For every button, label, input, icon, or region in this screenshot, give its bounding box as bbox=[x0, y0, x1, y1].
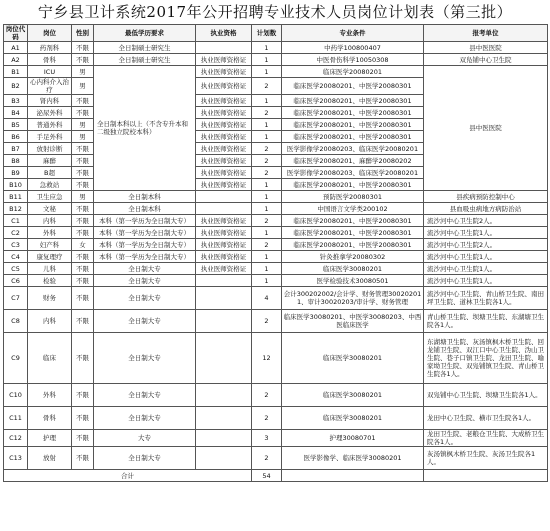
cell-count: 2 bbox=[252, 215, 282, 227]
cell-major: 临床医学20080201、中医学20080301 bbox=[282, 78, 424, 95]
cell-education: 全日制本科 bbox=[94, 191, 196, 203]
cell-major: 临床医学20080201、中医学20080301 bbox=[282, 131, 424, 143]
cell-post-code: B12 bbox=[4, 203, 28, 215]
cell-sex: 不限 bbox=[72, 54, 94, 66]
cell-education: 全日制大专 bbox=[94, 275, 196, 287]
table-row bbox=[4, 263, 548, 275]
table-row bbox=[4, 239, 548, 251]
cell-post: 外科 bbox=[28, 384, 72, 407]
cell-count: 3 bbox=[252, 430, 282, 447]
cell-post: 麻醉 bbox=[28, 155, 72, 167]
cell-post: 内科 bbox=[28, 310, 72, 333]
cell-unit: 灰汤镇枫木桥卫生院、灰汤卫生院各1人。 bbox=[424, 447, 548, 470]
cell-unit: 双凫铺中心卫生院 bbox=[424, 54, 548, 66]
cell-sex: 男 bbox=[72, 66, 94, 78]
cell-sex: 不限 bbox=[72, 215, 94, 227]
cell-unit: 县中医医院 bbox=[424, 42, 548, 54]
cell-education: 本科（第一学历为全日制大专） bbox=[94, 227, 196, 239]
cell-post-code: C10 bbox=[4, 384, 28, 407]
cell-sex: 不限 bbox=[72, 155, 94, 167]
cell-sex: 不限 bbox=[72, 107, 94, 119]
cell-post: 手足外科 bbox=[28, 131, 72, 143]
cell-post-code: C5 bbox=[4, 263, 28, 275]
cell-qualification bbox=[196, 384, 252, 407]
cell-qualification: 执业医师资格证 bbox=[196, 107, 252, 119]
cell-sex: 不限 bbox=[72, 203, 94, 215]
cell-qualification: 执业医师资格证 bbox=[196, 251, 252, 263]
cell-count: 2 bbox=[252, 155, 282, 167]
cell-qualification: 执业医师资格证 bbox=[196, 227, 252, 239]
cell-major: 护理30080701 bbox=[282, 430, 424, 447]
cell-education: 全日制大专 bbox=[94, 384, 196, 407]
cell-post: 内科 bbox=[28, 215, 72, 227]
cell-count: 1 bbox=[252, 263, 282, 275]
recruitment-table bbox=[3, 24, 548, 482]
cell-post: 儿科 bbox=[28, 263, 72, 275]
cell-sex: 不限 bbox=[72, 275, 94, 287]
cell-post: 临床 bbox=[28, 333, 72, 384]
cell-post-code: C12 bbox=[4, 430, 28, 447]
table-row bbox=[4, 203, 548, 215]
total-label: 合计 bbox=[4, 470, 252, 482]
cell-major: 临床医学30080201、中医学30080203、中西医临床医学 bbox=[282, 310, 424, 333]
cell-unit: 流沙河中心卫生院1人。 bbox=[424, 227, 548, 239]
cell-sex: 不限 bbox=[72, 95, 94, 107]
cell-education: 全日制大专 bbox=[94, 287, 196, 310]
cell-qualification: 执业医师资格证 bbox=[196, 78, 252, 95]
cell-major: 针灸推拿学20080302 bbox=[282, 251, 424, 263]
cell-post: 肾内科 bbox=[28, 95, 72, 107]
cell-post: 普通外科 bbox=[28, 119, 72, 131]
table-row bbox=[4, 287, 548, 310]
cell-education: 全日制大专 bbox=[94, 407, 196, 430]
header-cell: 岗位 bbox=[28, 25, 72, 42]
cell-major: 医学影像学20080203、临床医学20080201 bbox=[282, 143, 424, 155]
cell-post-code: C11 bbox=[4, 407, 28, 430]
cell-post-code: C6 bbox=[4, 275, 28, 287]
cell-qualification: 执业医师资格证 bbox=[196, 215, 252, 227]
cell-major: 临床医学20080201、中医学20080301 bbox=[282, 179, 424, 191]
cell-post: 妇产科 bbox=[28, 239, 72, 251]
table-row bbox=[4, 215, 548, 227]
cell-major: 临床医学20080201、中医学20080301 bbox=[282, 107, 424, 119]
cell-post-code: C1 bbox=[4, 215, 28, 227]
cell-count: 1 bbox=[252, 54, 282, 66]
cell-sex: 不限 bbox=[72, 167, 94, 179]
cell-qualification bbox=[196, 310, 252, 333]
cell-education: 本科（第一学历为全日制大专） bbox=[94, 251, 196, 263]
cell-sex: 不限 bbox=[72, 287, 94, 310]
cell-post-code: C3 bbox=[4, 239, 28, 251]
cell-education: 大专 bbox=[94, 430, 196, 447]
cell-unit: 流沙河中心卫生院1人。 bbox=[424, 251, 548, 263]
cell-education: 全日制本科以上（不含专升本和二级独立院校本科） bbox=[94, 66, 196, 191]
cell-unit: 青山桥卫生院、坝塘卫生院、东湖塘卫生院各1人。 bbox=[424, 310, 548, 333]
cell-count: 2 bbox=[252, 143, 282, 155]
cell-qualification bbox=[196, 42, 252, 54]
cell-sex: 不限 bbox=[72, 179, 94, 191]
cell-post-code: C7 bbox=[4, 287, 28, 310]
cell-count: 1 bbox=[252, 191, 282, 203]
cell-unit: 流沙河中心卫生院、青山桥卫生院、南田坪卫生院、道林卫生院各1人。 bbox=[424, 287, 548, 310]
table-row bbox=[4, 42, 548, 54]
cell-qualification bbox=[196, 287, 252, 310]
cell-post: 文秘 bbox=[28, 203, 72, 215]
header-cell: 最低学历要求 bbox=[94, 25, 196, 42]
cell-post-code: C13 bbox=[4, 447, 28, 470]
table-row bbox=[4, 66, 548, 78]
table-row bbox=[4, 430, 548, 447]
cell-qualification bbox=[196, 430, 252, 447]
cell-unit bbox=[424, 470, 548, 482]
cell-unit: 龙田卫生院、老粮仓卫生院、大成桥卫生院各1人。 bbox=[424, 430, 548, 447]
cell-post-code: A2 bbox=[4, 54, 28, 66]
cell-count: 2 bbox=[252, 239, 282, 251]
cell-unit: 县血吸虫病地方病防治站 bbox=[424, 203, 548, 215]
cell-count: 2 bbox=[252, 167, 282, 179]
cell-education: 全日制大专 bbox=[94, 333, 196, 384]
cell-count: 1 bbox=[252, 203, 282, 215]
cell-sex: 女 bbox=[72, 239, 94, 251]
cell-count: 12 bbox=[252, 333, 282, 384]
cell-post: 放射 bbox=[28, 447, 72, 470]
cell-count: 1 bbox=[252, 119, 282, 131]
cell-post: 护理 bbox=[28, 430, 72, 447]
cell-post-code: B4 bbox=[4, 107, 28, 119]
table-row bbox=[4, 54, 548, 66]
header-cell: 岗位代码 bbox=[4, 25, 28, 42]
cell-sex: 男 bbox=[72, 131, 94, 143]
cell-post: B超 bbox=[28, 167, 72, 179]
cell-sex: 不限 bbox=[72, 384, 94, 407]
cell-sex: 不限 bbox=[72, 251, 94, 263]
cell-count: 1 bbox=[252, 131, 282, 143]
cell-unit: 流沙河中心卫生院2人。 bbox=[424, 239, 548, 251]
header-cell: 计划数 bbox=[252, 25, 282, 42]
cell-education: 全日制硕士研究生 bbox=[94, 42, 196, 54]
header-cell: 报考单位 bbox=[424, 25, 548, 42]
cell-post: 检验 bbox=[28, 275, 72, 287]
cell-major: 临床医学20080201、中医学20080301 bbox=[282, 215, 424, 227]
cell-sex: 男 bbox=[72, 78, 94, 95]
header-cell: 执业资格 bbox=[196, 25, 252, 42]
cell-education: 全日制大专 bbox=[94, 447, 196, 470]
cell-count: 1 bbox=[252, 95, 282, 107]
cell-unit: 流沙河中心卫生院1人。 bbox=[424, 263, 548, 275]
total-count: 54 bbox=[252, 470, 282, 482]
cell-major: 临床医学20080201 bbox=[282, 66, 424, 78]
cell-count: 2 bbox=[252, 107, 282, 119]
cell-sex: 不限 bbox=[72, 447, 94, 470]
table-row bbox=[4, 275, 548, 287]
cell-post-code: C8 bbox=[4, 310, 28, 333]
cell-qualification bbox=[196, 203, 252, 215]
header-cell: 专业条件 bbox=[282, 25, 424, 42]
cell-unit: 龙田中心卫生院、横市卫生院各1人。 bbox=[424, 407, 548, 430]
cell-major: 医学影像学20080203、临床医学20080201 bbox=[282, 167, 424, 179]
cell-sex: 男 bbox=[72, 191, 94, 203]
cell-count: 1 bbox=[252, 66, 282, 78]
cell-post: 骨科 bbox=[28, 407, 72, 430]
cell-qualification: 执业医师资格证 bbox=[196, 131, 252, 143]
page-title: 宁乡县卫计系统2017年公开招聘专业技术人员岗位计划表（第三批） bbox=[37, 3, 513, 21]
cell-unit: 流沙河中心卫生院1人。 bbox=[424, 275, 548, 287]
table-row bbox=[4, 407, 548, 430]
cell-education: 本科（第一学历为全日制大专） bbox=[94, 239, 196, 251]
cell-count: 1 bbox=[252, 275, 282, 287]
cell-count: 2 bbox=[252, 310, 282, 333]
cell-unit: 县疾病预防控制中心 bbox=[424, 191, 548, 203]
cell-post: ICU bbox=[28, 66, 72, 78]
cell-post-code: B7 bbox=[4, 143, 28, 155]
cell-post: 急救站 bbox=[28, 179, 72, 191]
cell-major: 临床医学30080201 bbox=[282, 263, 424, 275]
cell-major: 医学影像学、临床医学30080201 bbox=[282, 447, 424, 470]
cell-count: 2 bbox=[252, 447, 282, 470]
cell-education: 全日制本科 bbox=[94, 203, 196, 215]
cell-count: 1 bbox=[252, 251, 282, 263]
cell-count: 2 bbox=[252, 384, 282, 407]
cell-qualification: 执业医师资格证 bbox=[196, 95, 252, 107]
cell-sex: 不限 bbox=[72, 310, 94, 333]
cell-post: 财务 bbox=[28, 287, 72, 310]
cell-qualification bbox=[196, 447, 252, 470]
cell-post: 心内科介入治疗 bbox=[28, 78, 72, 95]
cell-major: 临床医学30080201 bbox=[282, 384, 424, 407]
cell-post-code: A1 bbox=[4, 42, 28, 54]
cell-unit: 流沙河中心卫生院2人。 bbox=[424, 215, 548, 227]
cell-post-code: B8 bbox=[4, 155, 28, 167]
header-cell: 性别 bbox=[72, 25, 94, 42]
cell-major: 医学检验技术30080501 bbox=[282, 275, 424, 287]
table-row bbox=[4, 227, 548, 239]
cell-major: 临床医学20080201、中医学20080301 bbox=[282, 239, 424, 251]
cell-post-code: B9 bbox=[4, 167, 28, 179]
cell-post: 卫生应急 bbox=[28, 191, 72, 203]
cell-post-code: B10 bbox=[4, 179, 28, 191]
cell-education: 全日制大专 bbox=[94, 310, 196, 333]
cell-post: 泌尿外科 bbox=[28, 107, 72, 119]
cell-major: 会计300202002/会计学、财务管理300202011、审计30020203/审计学、财务管理 bbox=[282, 287, 424, 310]
cell-major: 预防医学20080301 bbox=[282, 191, 424, 203]
cell-major: 中医骨伤科学10050308 bbox=[282, 54, 424, 66]
table-row bbox=[4, 447, 548, 470]
cell-qualification: 执业医师资格证 bbox=[196, 119, 252, 131]
cell-education: 全日制硕士研究生 bbox=[94, 54, 196, 66]
table-header-row bbox=[4, 25, 548, 42]
cell-education: 全日制大专 bbox=[94, 263, 196, 275]
cell-sex: 不限 bbox=[72, 263, 94, 275]
cell-sex: 不限 bbox=[72, 333, 94, 384]
table-row bbox=[4, 384, 548, 407]
table-row bbox=[4, 191, 548, 203]
cell-count: 1 bbox=[252, 42, 282, 54]
table-row bbox=[4, 333, 548, 384]
cell-post-code: B11 bbox=[4, 191, 28, 203]
cell-post: 放射诊断 bbox=[28, 143, 72, 155]
cell-post-code: C9 bbox=[4, 333, 28, 384]
cell-post-code: B6 bbox=[4, 131, 28, 143]
cell-qualification bbox=[196, 407, 252, 430]
cell-post-code: B2 bbox=[4, 78, 28, 95]
cell-post-code: C4 bbox=[4, 251, 28, 263]
cell-major: 临床医学20080201、麻醉学20080202 bbox=[282, 155, 424, 167]
cell-qualification: 执业医师资格证 bbox=[196, 143, 252, 155]
cell-count: 2 bbox=[252, 78, 282, 95]
cell-qualification bbox=[196, 275, 252, 287]
cell-count: 1 bbox=[252, 227, 282, 239]
cell-sex: 不限 bbox=[72, 143, 94, 155]
table-body bbox=[4, 42, 548, 482]
cell-sex: 不限 bbox=[72, 227, 94, 239]
cell-major: 临床医学20080201、中医学20080301 bbox=[282, 95, 424, 107]
cell-count: 4 bbox=[252, 287, 282, 310]
table-row bbox=[4, 310, 548, 333]
cell-major: 临床医学30080201 bbox=[282, 407, 424, 430]
cell-major: 临床医学30080201 bbox=[282, 333, 424, 384]
cell-major bbox=[282, 470, 424, 482]
cell-unit: 县中医医院 bbox=[424, 66, 548, 191]
table-row bbox=[4, 251, 548, 263]
cell-education: 本科（第一学历为全日制大专） bbox=[94, 215, 196, 227]
cell-post-code: B1 bbox=[4, 66, 28, 78]
cell-post: 药剂科 bbox=[28, 42, 72, 54]
cell-sex: 不限 bbox=[72, 407, 94, 430]
cell-major: 临床医学20080201、中医学20080301 bbox=[282, 227, 424, 239]
cell-post-code: B3 bbox=[4, 95, 28, 107]
cell-major: 中药学100800407 bbox=[282, 42, 424, 54]
cell-unit: 东湖塘卫生院、灰汤镇枫木桥卫生院、回龙铺卫生院、双江口中心卫生院、沩山卫生院、巷子口镇卫生院、龙田卫生院、喻家坳卫生院、双凫铺镇卫生院、青山桥卫生院各1人。 bbox=[424, 333, 548, 384]
cell-post: 骨科 bbox=[28, 54, 72, 66]
cell-qualification bbox=[196, 333, 252, 384]
cell-sex: 不限 bbox=[72, 42, 94, 54]
cell-qualification: 执业医师资格证 bbox=[196, 54, 252, 66]
cell-post: 康复理疗 bbox=[28, 251, 72, 263]
cell-qualification: 执业医师资格证 bbox=[196, 179, 252, 191]
cell-post: 外科 bbox=[28, 227, 72, 239]
cell-major: 中国语言文学类200102 bbox=[282, 203, 424, 215]
cell-qualification: 执业医师资格证 bbox=[196, 263, 252, 275]
cell-qualification: 执业医师资格证 bbox=[196, 167, 252, 179]
cell-qualification bbox=[196, 191, 252, 203]
cell-major: 临床医学20080201、中医学20080301 bbox=[282, 119, 424, 131]
cell-post-code: B5 bbox=[4, 119, 28, 131]
cell-qualification: 执业医师资格证 bbox=[196, 155, 252, 167]
cell-post-code: C2 bbox=[4, 227, 28, 239]
table-footer-row bbox=[4, 470, 548, 482]
cell-unit: 双凫铺中心卫生院、坝塘卫生院各1人。 bbox=[424, 384, 548, 407]
cell-qualification: 执业医师资格证 bbox=[196, 239, 252, 251]
cell-sex: 男 bbox=[72, 119, 94, 131]
cell-qualification: 执业医师资格证 bbox=[196, 66, 252, 78]
cell-sex: 不限 bbox=[72, 430, 94, 447]
cell-count: 2 bbox=[252, 407, 282, 430]
cell-count: 1 bbox=[252, 179, 282, 191]
